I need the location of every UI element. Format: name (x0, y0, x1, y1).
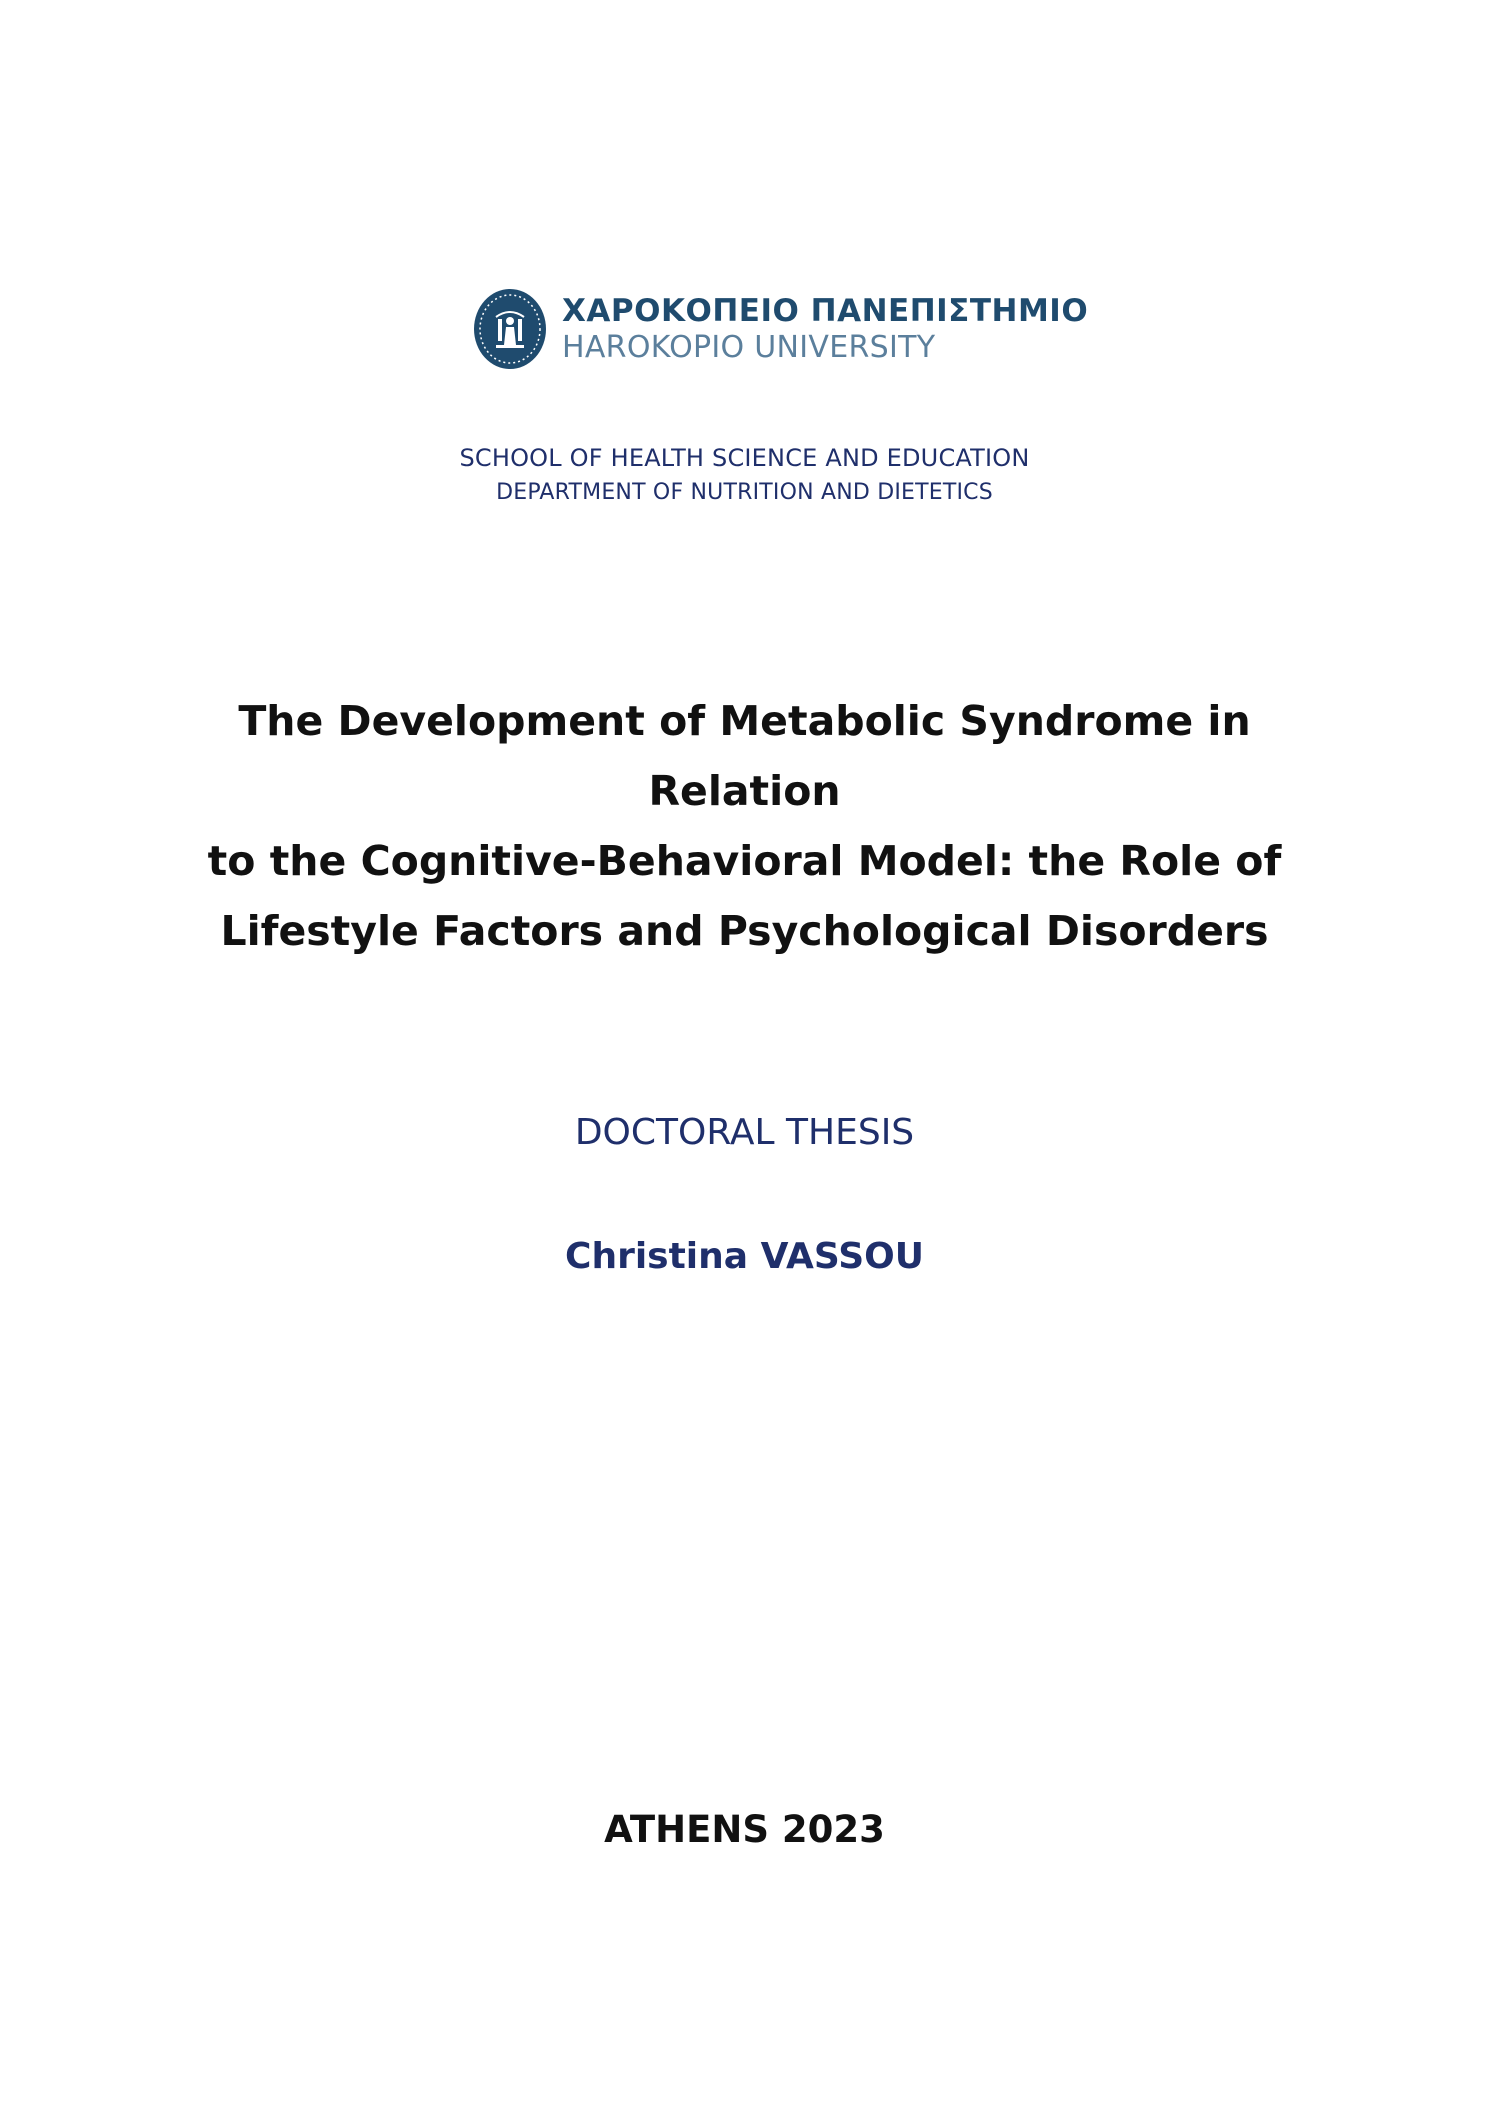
university-name-english: HAROKOPIO UNIVERSITY (562, 329, 936, 365)
thesis-title (144, 686, 1345, 966)
thesis-title-line: to the Cognitive-Behavioral Model: the Role of (207, 837, 1282, 885)
university-emblem-icon (472, 287, 548, 371)
school-name: SCHOOL OF HEALTH SCIENCE AND EDUCATION (459, 444, 1030, 472)
university-name-greek: ΧΑΡΟΚΟΠΕΙΟ ΠΑΝΕΠΙΣΤΗΜΙΟ (562, 292, 1089, 329)
place-and-year: ATHENS 2023 (604, 1808, 885, 1851)
thesis-type: DOCTORAL THESIS (574, 1112, 915, 1153)
thesis-title-line: Lifestyle Factors and Psychological Disorders (220, 907, 1269, 955)
department-name: DEPARTMENT OF NUTRITION AND DIETETICS (496, 480, 993, 505)
university-logo (472, 284, 1088, 374)
thesis-title-line: The Development of Metabolic Syndrome in Relation (238, 697, 1251, 815)
author-name: Christina VASSOU (565, 1236, 924, 1277)
